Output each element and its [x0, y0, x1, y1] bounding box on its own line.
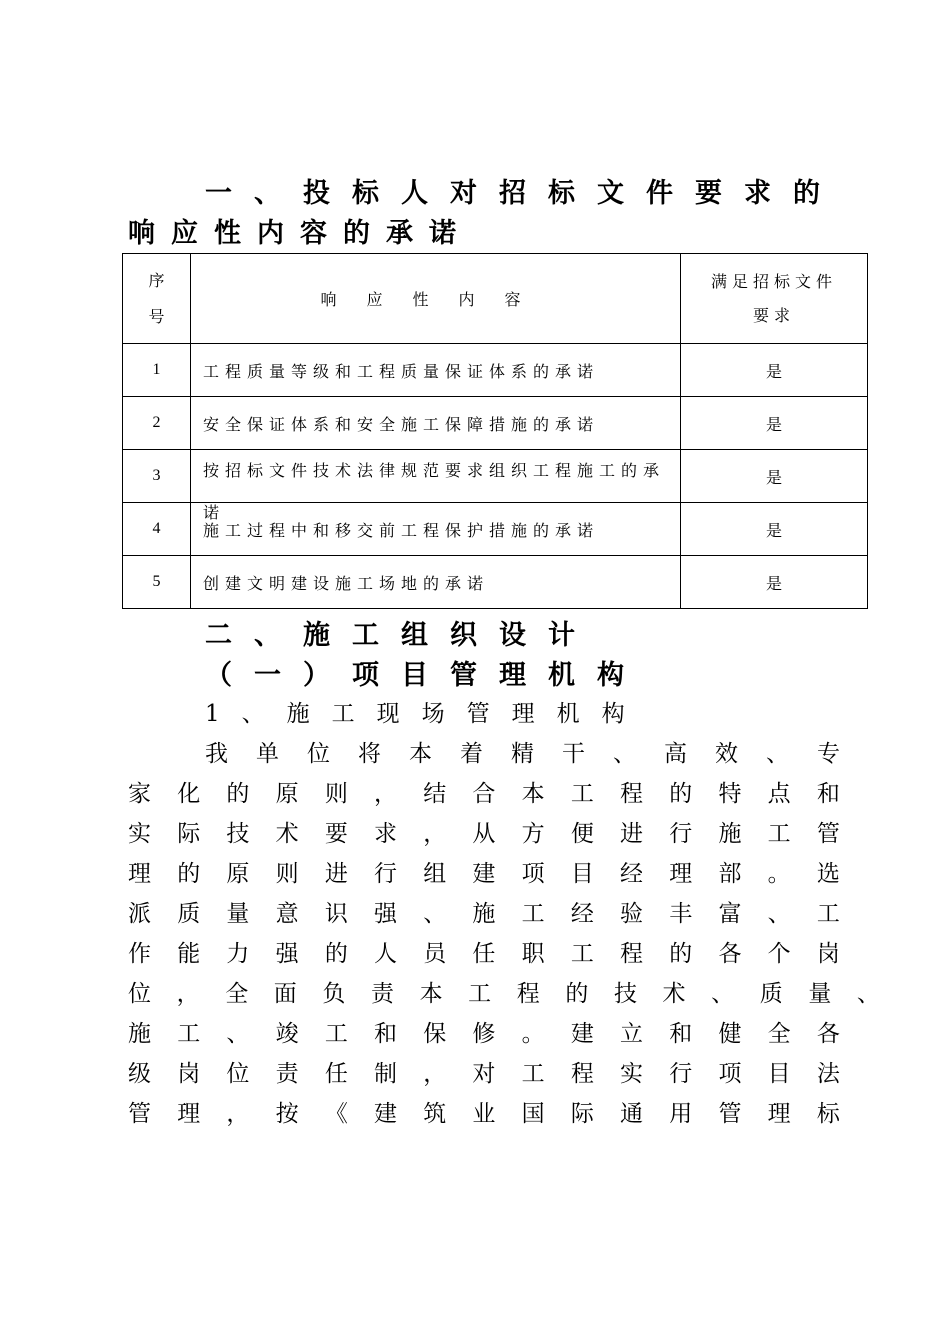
- paragraph-line: 作 能 力 强 的 人 员 任 职 工 程 的 各 个 岗: [128, 941, 840, 967]
- paragraph-line: 派 质 量 意 识 强 、 施 工 经 验 丰 富 、 工: [128, 901, 840, 927]
- paragraph-line: 位 ， 全 面 负 责 本 工 程 的 技 术 、 质 量 、: [128, 981, 880, 1007]
- row-number: 4: [123, 503, 191, 556]
- header-serial-line-1: 序: [148, 270, 165, 290]
- paragraph-line: 级 岗 位 责 任 制 ， 对 工 程 实 行 项 目 法: [128, 1061, 840, 1087]
- document-title-line-1: 一、投标人对招标文件要求的: [205, 178, 842, 209]
- paragraph-line: 管 理 ， 按 《 建 筑 业 国 际 通 用 管 理 标: [128, 1101, 840, 1127]
- row-content: 按招标文件技术法律规范要求组织工程施工的承诺: [203, 461, 666, 522]
- paragraph-line: 施 工 、 竣 工 和 保 修 。 建 立 和 健 全 各: [128, 1021, 840, 1047]
- header-serial-line-2: 号: [148, 306, 165, 326]
- row-content: 安全保证体系和安全施工保障措施的承诺: [191, 397, 681, 450]
- item-heading-site-management: 1、施工现场管理机构: [205, 701, 647, 727]
- header-meets-line-2: 要求: [752, 305, 795, 325]
- paragraph-line: 家 化 的 原 则 ， 结 合 本 工 程 的 特 点 和: [128, 781, 840, 807]
- row-meets: 是: [681, 503, 868, 556]
- row-content-cell: [191, 450, 681, 522]
- response-table: [122, 253, 868, 609]
- subsection-heading-project-management: （一）项目管理机构: [205, 660, 646, 691]
- table-row: [123, 450, 868, 503]
- section-heading-construction-design: 二、施工组织设计: [205, 620, 597, 651]
- table-row: [123, 344, 868, 397]
- row-content: 创建文明建设施工场地的承诺: [191, 556, 681, 609]
- row-number: 1: [123, 344, 191, 397]
- row-number: 3: [123, 450, 191, 503]
- paragraph-line: 实 际 技 术 要 求 ， 从 方 便 进 行 施 工 管: [128, 821, 840, 847]
- row-number: 5: [123, 556, 191, 609]
- row-meets: 是: [681, 556, 868, 609]
- table-row: [123, 556, 868, 609]
- header-meets-requirements: [681, 254, 868, 344]
- table-row: [123, 397, 868, 450]
- row-content: 工程质量等级和工程质量保证体系的承诺: [191, 344, 681, 397]
- document-title-line-2: 响应性内容的承诺: [128, 218, 472, 249]
- row-number: 2: [123, 397, 191, 450]
- header-meets-line-1: 满足招标文件: [710, 271, 837, 291]
- header-serial-number: [123, 254, 191, 344]
- table-header-row: [123, 254, 868, 344]
- header-response-content: 响应性内容: [191, 254, 681, 344]
- paragraph-line: 理 的 原 则 进 行 组 建 项 目 经 理 部 。 选: [128, 861, 840, 887]
- table-row: [123, 503, 868, 556]
- row-content: 施工过程中和移交前工程保护措施的承诺: [191, 503, 681, 556]
- paragraph-line: 我 单 位 将 本 着 精 干 、 高 效 、 专: [205, 741, 840, 767]
- row-meets: 是: [681, 450, 868, 503]
- row-meets: 是: [681, 344, 868, 397]
- row-meets: 是: [681, 397, 868, 450]
